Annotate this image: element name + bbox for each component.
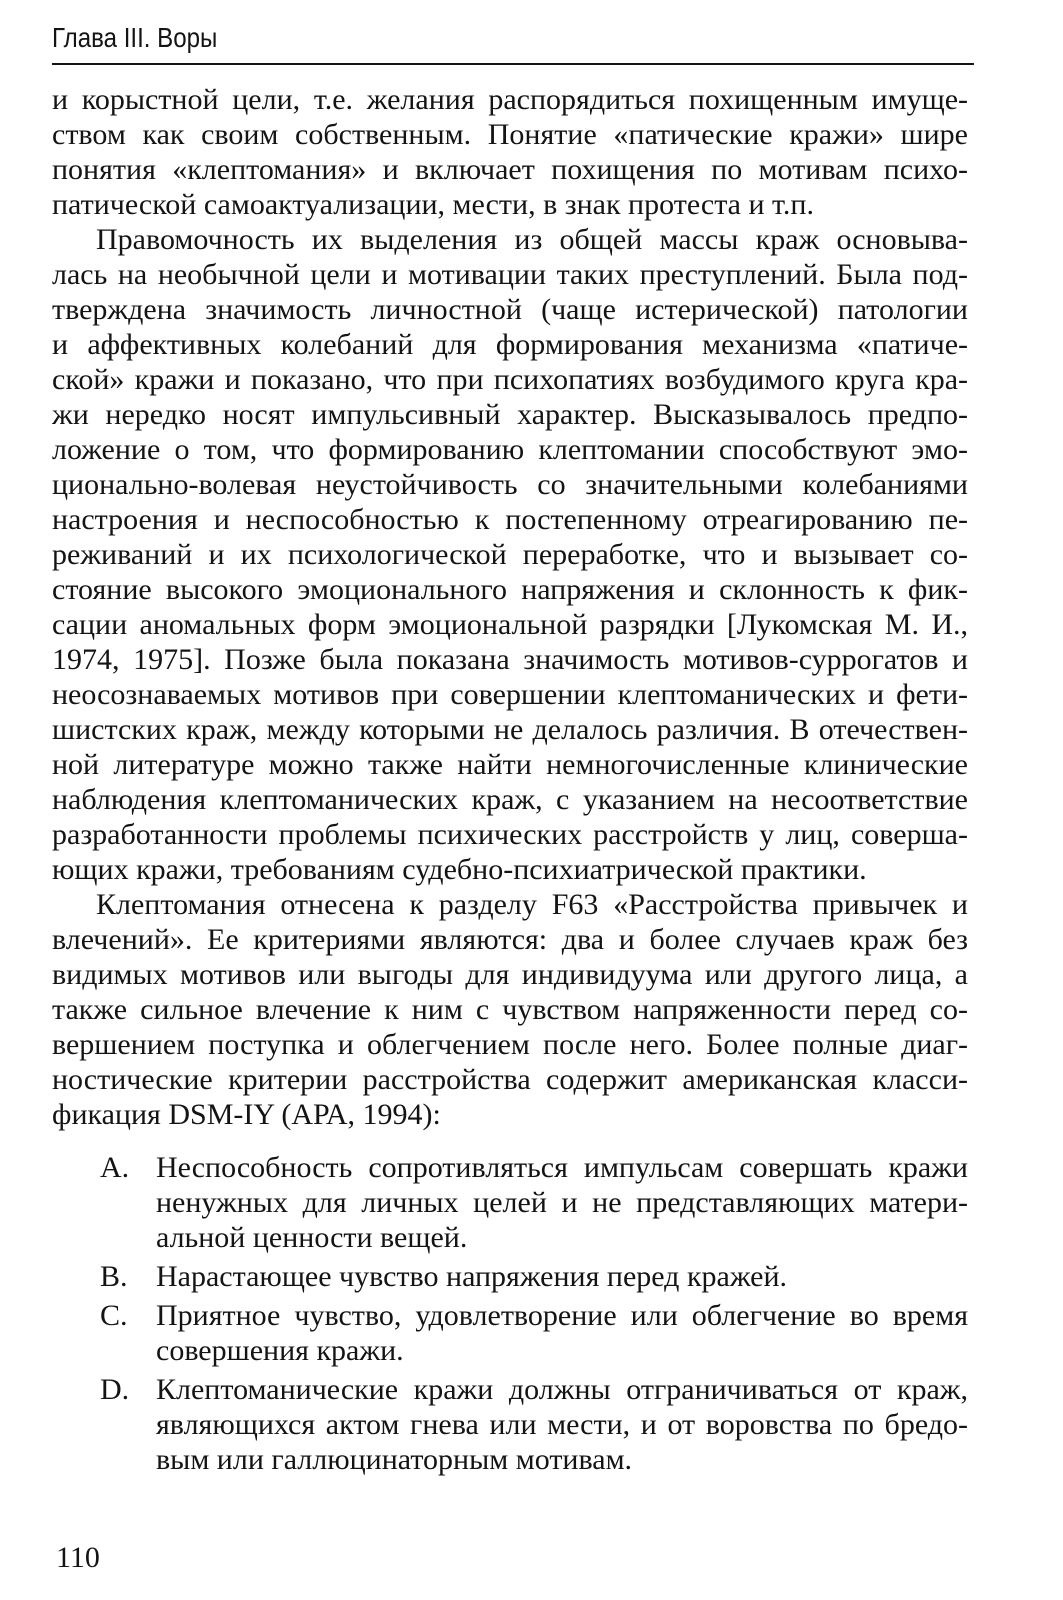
running-header: Глава III. Воры bbox=[52, 22, 218, 53]
criterion-d bbox=[52, 1372, 968, 1477]
text-line: альной ценности вещей. bbox=[156, 1221, 468, 1254]
criterion-text bbox=[156, 1259, 968, 1294]
text-line: являющихся актом гнева или мести, и от воровства по бредо- bbox=[156, 1408, 968, 1441]
text-line: жи нередко носят импульсивный характер. Высказывалось предпо- bbox=[52, 398, 968, 431]
list-marker: A. bbox=[100, 1151, 130, 1184]
text-line: ненужных для личных целей и не представляющих матери- bbox=[156, 1186, 968, 1219]
text-line: видимых мотивов или выгоды для индивидуума или другого лица, а bbox=[52, 958, 968, 991]
text-line: ционально-волевая неустойчивость со значительными колебаниями bbox=[52, 468, 968, 501]
text-line: тверждена значимость личностной (чаще истерической) патологии bbox=[52, 293, 968, 326]
text-line: сации аномальных форм эмоциональной разрядки [Лукомская М. И., bbox=[52, 608, 968, 641]
text-line: вершением поступка и облегчением после него. Более полные диаг- bbox=[52, 1028, 968, 1061]
text-line: неосознаваемых мотивов при совершении клептоманических и фети- bbox=[52, 678, 968, 711]
text-line: реживаний и их психологической переработке, что и вызывает со- bbox=[52, 538, 968, 571]
text-line: также сильное влечение к ним с чувством напряженности перед со- bbox=[52, 993, 968, 1026]
text-line: фикация DSM-IY (АРА, 1994): bbox=[52, 1098, 441, 1131]
text-line: влечений». Ее критериями являются: два и более случаев краж без bbox=[52, 923, 968, 956]
criterion-c bbox=[52, 1298, 968, 1368]
body-text bbox=[52, 82, 968, 1132]
text-line: совершения кражи. bbox=[156, 1334, 404, 1367]
criterion-text bbox=[156, 1150, 968, 1255]
text-line: ностические критерии расстройства содержит американская класси- bbox=[52, 1063, 968, 1096]
text-line: Клептоманические кражи должны отграничиваться от краж, bbox=[156, 1373, 968, 1406]
text-line: ющих кражи, требованиям судебно-психиатрической практики. bbox=[52, 853, 867, 886]
text-line: ской» кражи и показано, что при психопатиях возбудимого круга кра- bbox=[52, 363, 968, 396]
text-line: наблюдения клептоманических краж, с указанием на несоответствие bbox=[52, 783, 968, 816]
header-rule bbox=[52, 63, 974, 65]
text-line: настроения и неспособностью к постепенному отреагированию пе- bbox=[52, 503, 968, 536]
page-number: 110 bbox=[56, 1541, 100, 1574]
list-marker: B. bbox=[100, 1260, 128, 1293]
list-marker: C. bbox=[100, 1299, 128, 1332]
text-line: ством как своим собственным. Понятие «патические кражи» шире bbox=[52, 118, 968, 151]
text-line: шистских краж, между которыми не делалось различия. В отечествен- bbox=[52, 713, 968, 746]
text-line: патической самоактуализации, мести, в знак протеста и т.п. bbox=[52, 188, 814, 221]
text-line: ложение о том, что формированию клептомании способствуют эмо- bbox=[52, 433, 968, 466]
criterion-text bbox=[156, 1372, 968, 1477]
text-line: и корыстной цели, т.е. желания распорядиться похищенным имуще- bbox=[52, 83, 968, 116]
text-line: Нарастающее чувство напряжения перед кражей. bbox=[156, 1260, 788, 1293]
criterion-a bbox=[52, 1150, 968, 1255]
text-line: разработанности проблемы психических расстройств у лиц, соверша- bbox=[52, 818, 968, 851]
criterion-text bbox=[156, 1298, 968, 1368]
criterion-b bbox=[52, 1259, 968, 1294]
text-line: стояние высокого эмоционального напряжения и склонность к фик- bbox=[52, 573, 968, 606]
text-line: 1974, 1975]. Позже была показана значимость мотивов-суррогатов и bbox=[52, 643, 968, 676]
text-line: ной литературе можно также найти немногочисленные клинические bbox=[52, 748, 968, 781]
text-line: вым или галлюцинаторным мотивам. bbox=[156, 1443, 633, 1476]
list-marker: D. bbox=[100, 1373, 130, 1406]
text-line: лась на необычной цели и мотивации таких преступлений. Была под- bbox=[52, 258, 968, 291]
text-line: Неспособность сопротивляться импульсам совершать кражи bbox=[156, 1151, 968, 1184]
text-line: Клептомания отнесена к разделу F63 «Расстройства привычек и bbox=[96, 888, 968, 921]
text-line: Правомочность их выделения из общей массы краж основыва- bbox=[96, 223, 968, 256]
text-line: понятия «клептомания» и включает похищения по мотивам психо- bbox=[52, 153, 968, 186]
text-line: и аффективных колебаний для формирования механизма «патиче- bbox=[52, 328, 968, 361]
text-line: Приятное чувство, удовлетворение или облегчение во время bbox=[156, 1299, 968, 1332]
criteria-list bbox=[52, 1150, 968, 1477]
